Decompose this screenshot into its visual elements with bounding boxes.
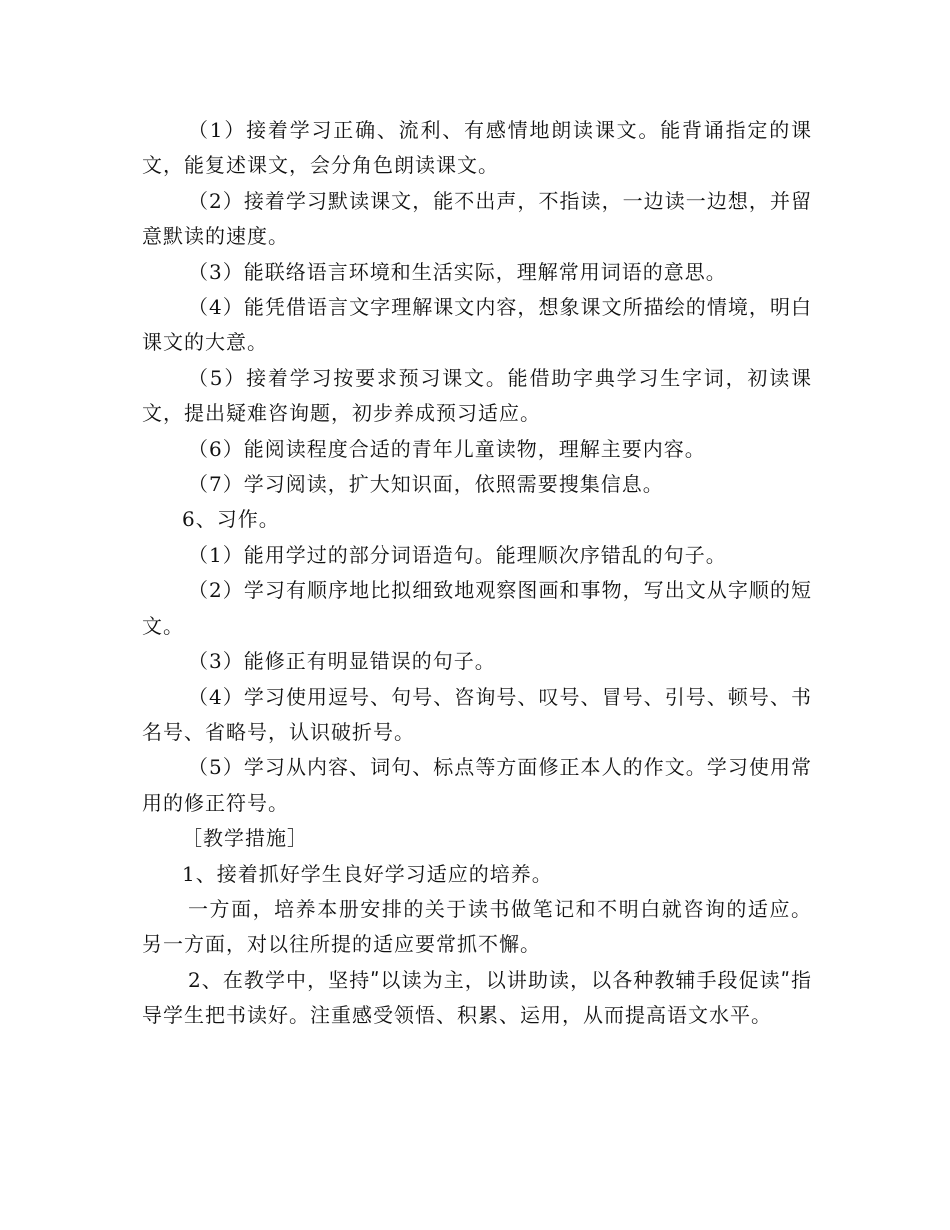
- paragraph-writing-5: （5）学习从内容、词句、标点等方面修正本人的作文。学习使用常用的修正符号。: [142, 755, 812, 815]
- section-heading-writing: 6、习作。: [182, 507, 280, 532]
- paragraph-reading-5: （5）接着学习按要求预习课文。能借助字典学习生字词，初读课文，提出疑难咨询题，初步养成预习适应。: [142, 365, 812, 426]
- section-heading-teaching-measures: ［教学措施］: [182, 826, 308, 851]
- paragraph-reading-2: （2）接着学习默读课文，能不出声，不指读，一边读一边想，并留意默读的速度。: [142, 188, 812, 249]
- paragraph-measure-2: 2、在教学中，坚持ʺ以读为主，以讲助读，以各种教辅手段促读ʺ指导学生把书读好。注重感受领悟、积累、运用，从而提高语文水平。: [142, 967, 812, 1028]
- paragraph-measure-1-detail: 一方面，培养本册安排的关于读书做笔记和不明白就咨询的适应。另一方面，对以往所提的适应要常抓不懈。: [142, 896, 812, 957]
- paragraph-writing-4: （4）学习使用逗号、句号、咨询号、叹号、冒号、引号、顿号、书名号、省略号，认识破折号。: [142, 684, 812, 744]
- paragraph-reading-3: （3）能联络语言环境和生活实际，理解常用词语的意思。: [188, 259, 727, 284]
- paragraph-measure-1: 1、接着抓好学生良好学习适应的培养。: [182, 861, 553, 886]
- paragraph-reading-7: （7）学习阅读，扩大知识面，依照需要搜集信息。: [188, 472, 664, 497]
- document-body: [142, 113, 812, 1034]
- paragraph-reading-6: （6）能阅读程度合适的青年儿童读物，理解主要内容。: [188, 436, 706, 461]
- paragraph-writing-2: （2）学习有顺序地比拟细致地观察图画和事物，写出文从字顺的短文。: [142, 578, 812, 638]
- paragraph-writing-3: （3）能修正有明显错误的句子。: [188, 649, 496, 674]
- paragraph-reading-1: （1）接着学习正确、流利、有感情地朗读课文。能背诵指定的课文，能复述课文，会分角色朗读课文。: [142, 118, 812, 178]
- paragraph-writing-1: （1）能用学过的部分词语造句。能理顺次序错乱的句子。: [188, 542, 727, 567]
- paragraph-reading-4: （4）能凭借语言文字理解课文内容，想象课文所描绘的情境，明白课文的大意。: [142, 295, 812, 355]
